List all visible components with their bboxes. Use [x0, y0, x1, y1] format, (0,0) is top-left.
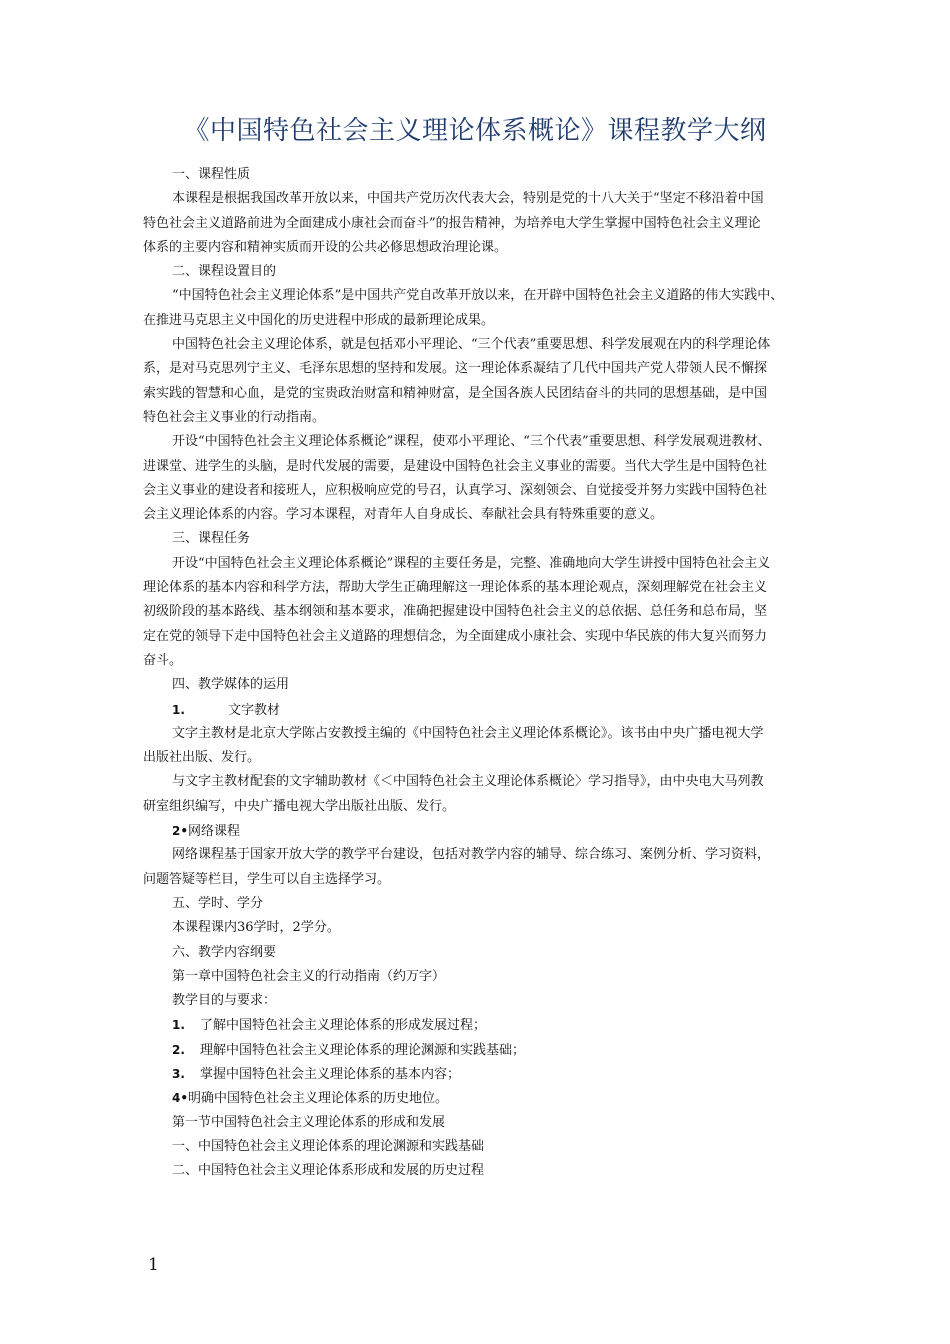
line-text: 文字教材 [228, 702, 281, 718]
line-text: 网络课程基于国家开放大学的教学平台建设，包括对教学内容的辅导、综合练习、案例分析、学习资料， [172, 847, 771, 863]
text-line [143, 989, 813, 1013]
line-text: 奋斗。 [143, 652, 183, 668]
line-text: 初级阶段的基本路线、基本纲领和基本要求，准确把握建设中国特色社会主义的总依据、总任务和总布局，坚 [143, 604, 768, 620]
line-text: 第一节中国特色社会主义理论体系的形成和发展 [172, 1114, 446, 1130]
text-line [143, 503, 813, 527]
text-line [143, 1086, 813, 1110]
line-text: 定在党的领导下走中国特色社会主义道路的理想信念，为全面建成小康社会、实现中华民族的伟大复兴而努力 [143, 628, 768, 644]
text-line [143, 868, 813, 892]
line-text: 理论体系的基本内容和科学方法，帮助大学生正确理解这一理论体系的基本理论观点，深刻理解党在社会主义 [143, 580, 768, 596]
line-text: 网络课程 [188, 824, 241, 840]
text-line [143, 649, 813, 673]
line-text: 四、教学媒体的运用 [172, 677, 290, 693]
line-text: 理解中国特色社会主义理论体系的理论渊源和实践基础； [200, 1042, 526, 1058]
list-number: 1. [172, 702, 185, 717]
text-line [143, 795, 813, 819]
document-body [143, 163, 813, 1183]
text-line [143, 843, 813, 867]
line-text: 特色社会主义道路前进为全面建成小康社会而奋斗”的报告精神，为培养电大学生掌握中国特色社会主义理论 [143, 215, 761, 231]
line-text: 进课堂、进学生的头脑，是时代发展的需要，是建设中国特色社会主义事业的需要。当代大学生是中国特色社 [143, 458, 768, 474]
text-line [143, 357, 813, 381]
line-text: “中国特色社会主义理论体系”是中国共产党自改革开放以来，在开辟中国特色社会主义道路的伟大实践中、 [172, 288, 784, 304]
text-line [143, 698, 813, 722]
line-text: 第一章中国特色社会主义的行动指南（约万字） [172, 968, 446, 984]
text-line [143, 916, 813, 940]
text-line [143, 819, 813, 843]
text-line [143, 1159, 813, 1183]
line-text: 三、课程任务 [172, 531, 251, 547]
text-line [143, 746, 813, 770]
text-line [143, 722, 813, 746]
text-line [143, 309, 813, 333]
line-text: 一、中国特色社会主义理论体系的理论渊源和实践基础 [172, 1138, 485, 1154]
line-text: 本课程是根据我国改革开放以来，中国共产党历次代表大会，特别是党的十八大关于“坚定不移沿着中国 [172, 191, 764, 207]
text-line [143, 941, 813, 965]
line-text: 中国特色社会主义理论体系，就是包括邓小平理论、“三个代表”重要思想、科学发展观在内的科学理论体 [172, 337, 771, 353]
text-line [143, 1038, 813, 1062]
text-line [143, 527, 813, 551]
text-line [143, 430, 813, 454]
text-line [143, 1111, 813, 1135]
text-line [143, 455, 813, 479]
list-number: 4• [172, 1091, 189, 1106]
text-line [143, 576, 813, 600]
line-text: 研室组织编写，中央广播电视大学出版社出版、发行。 [143, 798, 456, 814]
line-text: 与文字主教材配套的文字辅助教材《＜中国特色社会主义理论体系概论〉学习指导》，由中央电大马列教 [172, 774, 764, 790]
line-text: 掌握中国特色社会主义理论体系的基本内容； [200, 1066, 461, 1082]
line-text: 索实践的智慧和心血，是党的宝贵政治财富和精神财富，是全国各族人民团结奋斗的共同的思想基础，是中国 [143, 385, 768, 401]
text-line [143, 284, 813, 308]
document-title: 《中国特色社会主义理论体系概论》课程教学大纲 [183, 116, 767, 146]
line-text: 问题答疑等栏目，学生可以自主选择学习。 [143, 871, 391, 887]
line-text: 系，是对马克思列宁主义、毛泽东思想的坚持和发展。这一理论体系凝结了几代中国共产党人带领人民不懈探 [143, 361, 768, 377]
text-line [143, 1062, 813, 1086]
line-text: 教学目的与要求： [172, 993, 277, 1009]
line-text: 文字主教材是北京大学陈占安教授主编的《中国特色社会主义理论体系概论》。该书由中央广播电视大学 [172, 725, 764, 741]
line-text: 体系的主要内容和精神实质而开设的公共必修思想政治理论课。 [143, 239, 508, 255]
line-text: 二、中国特色社会主义理论体系形成和发展的历史过程 [172, 1163, 485, 1179]
text-line [143, 333, 813, 357]
text-line [143, 552, 813, 576]
line-text: 一、课程性质 [172, 167, 251, 182]
line-text: 出版社出版、发行。 [143, 750, 261, 766]
line-text: 会主义事业的建设者和接班人，应积极响应党的号召，认真学习、深刻领会、自觉接受并努力实践中国特色社 [143, 482, 768, 498]
list-number: 1. [172, 1018, 185, 1033]
list-number: 2• [172, 824, 189, 839]
text-line [143, 479, 813, 503]
line-text: 二、课程设置目的 [172, 264, 277, 280]
line-text: 了解中国特色社会主义理论体系的形成发展过程； [200, 1018, 487, 1034]
text-line [143, 163, 813, 187]
line-text: 六、教学内容纲要 [172, 944, 277, 960]
text-line [143, 770, 813, 794]
text-line [143, 236, 813, 260]
text-line [143, 260, 813, 284]
text-line [143, 187, 813, 211]
line-text: 开设“中国特色社会主义理论体系概论”课程，使邓小平理论、“三个代表”重要思想、科学发展观进教材、 [172, 434, 771, 450]
line-text: 五、学时、学分 [172, 895, 264, 911]
text-line [143, 1013, 813, 1037]
text-line [143, 212, 813, 236]
list-number: 2. [172, 1042, 185, 1057]
text-line [143, 1135, 813, 1159]
text-line [143, 625, 813, 649]
line-text: 在推进马克思主义中国化的历史进程中形成的最新理论成果。 [143, 312, 495, 328]
text-line [143, 382, 813, 406]
text-line [143, 892, 813, 916]
line-text: 特色社会主义事业的行动指南。 [143, 409, 326, 425]
line-text: 开设“中国特色社会主义理论体系概论”课程的主要任务是，完整、准确地向大学生讲授中国特色社会主义 [172, 555, 771, 571]
list-number: 3. [172, 1066, 185, 1081]
line-text: 明确中国特色社会主义理论体系的历史地位。 [188, 1091, 449, 1107]
text-line [143, 673, 813, 697]
line-text: 本课程课内36学时，2学分。 [172, 920, 340, 936]
page-number: 1 [148, 1255, 159, 1275]
text-line [143, 600, 813, 624]
text-line [143, 965, 813, 989]
text-line [143, 406, 813, 430]
line-text: 会主义理论体系的内容。学习本课程，对青年人自身成长、奉献社会具有特殊重要的意义。 [143, 507, 664, 523]
